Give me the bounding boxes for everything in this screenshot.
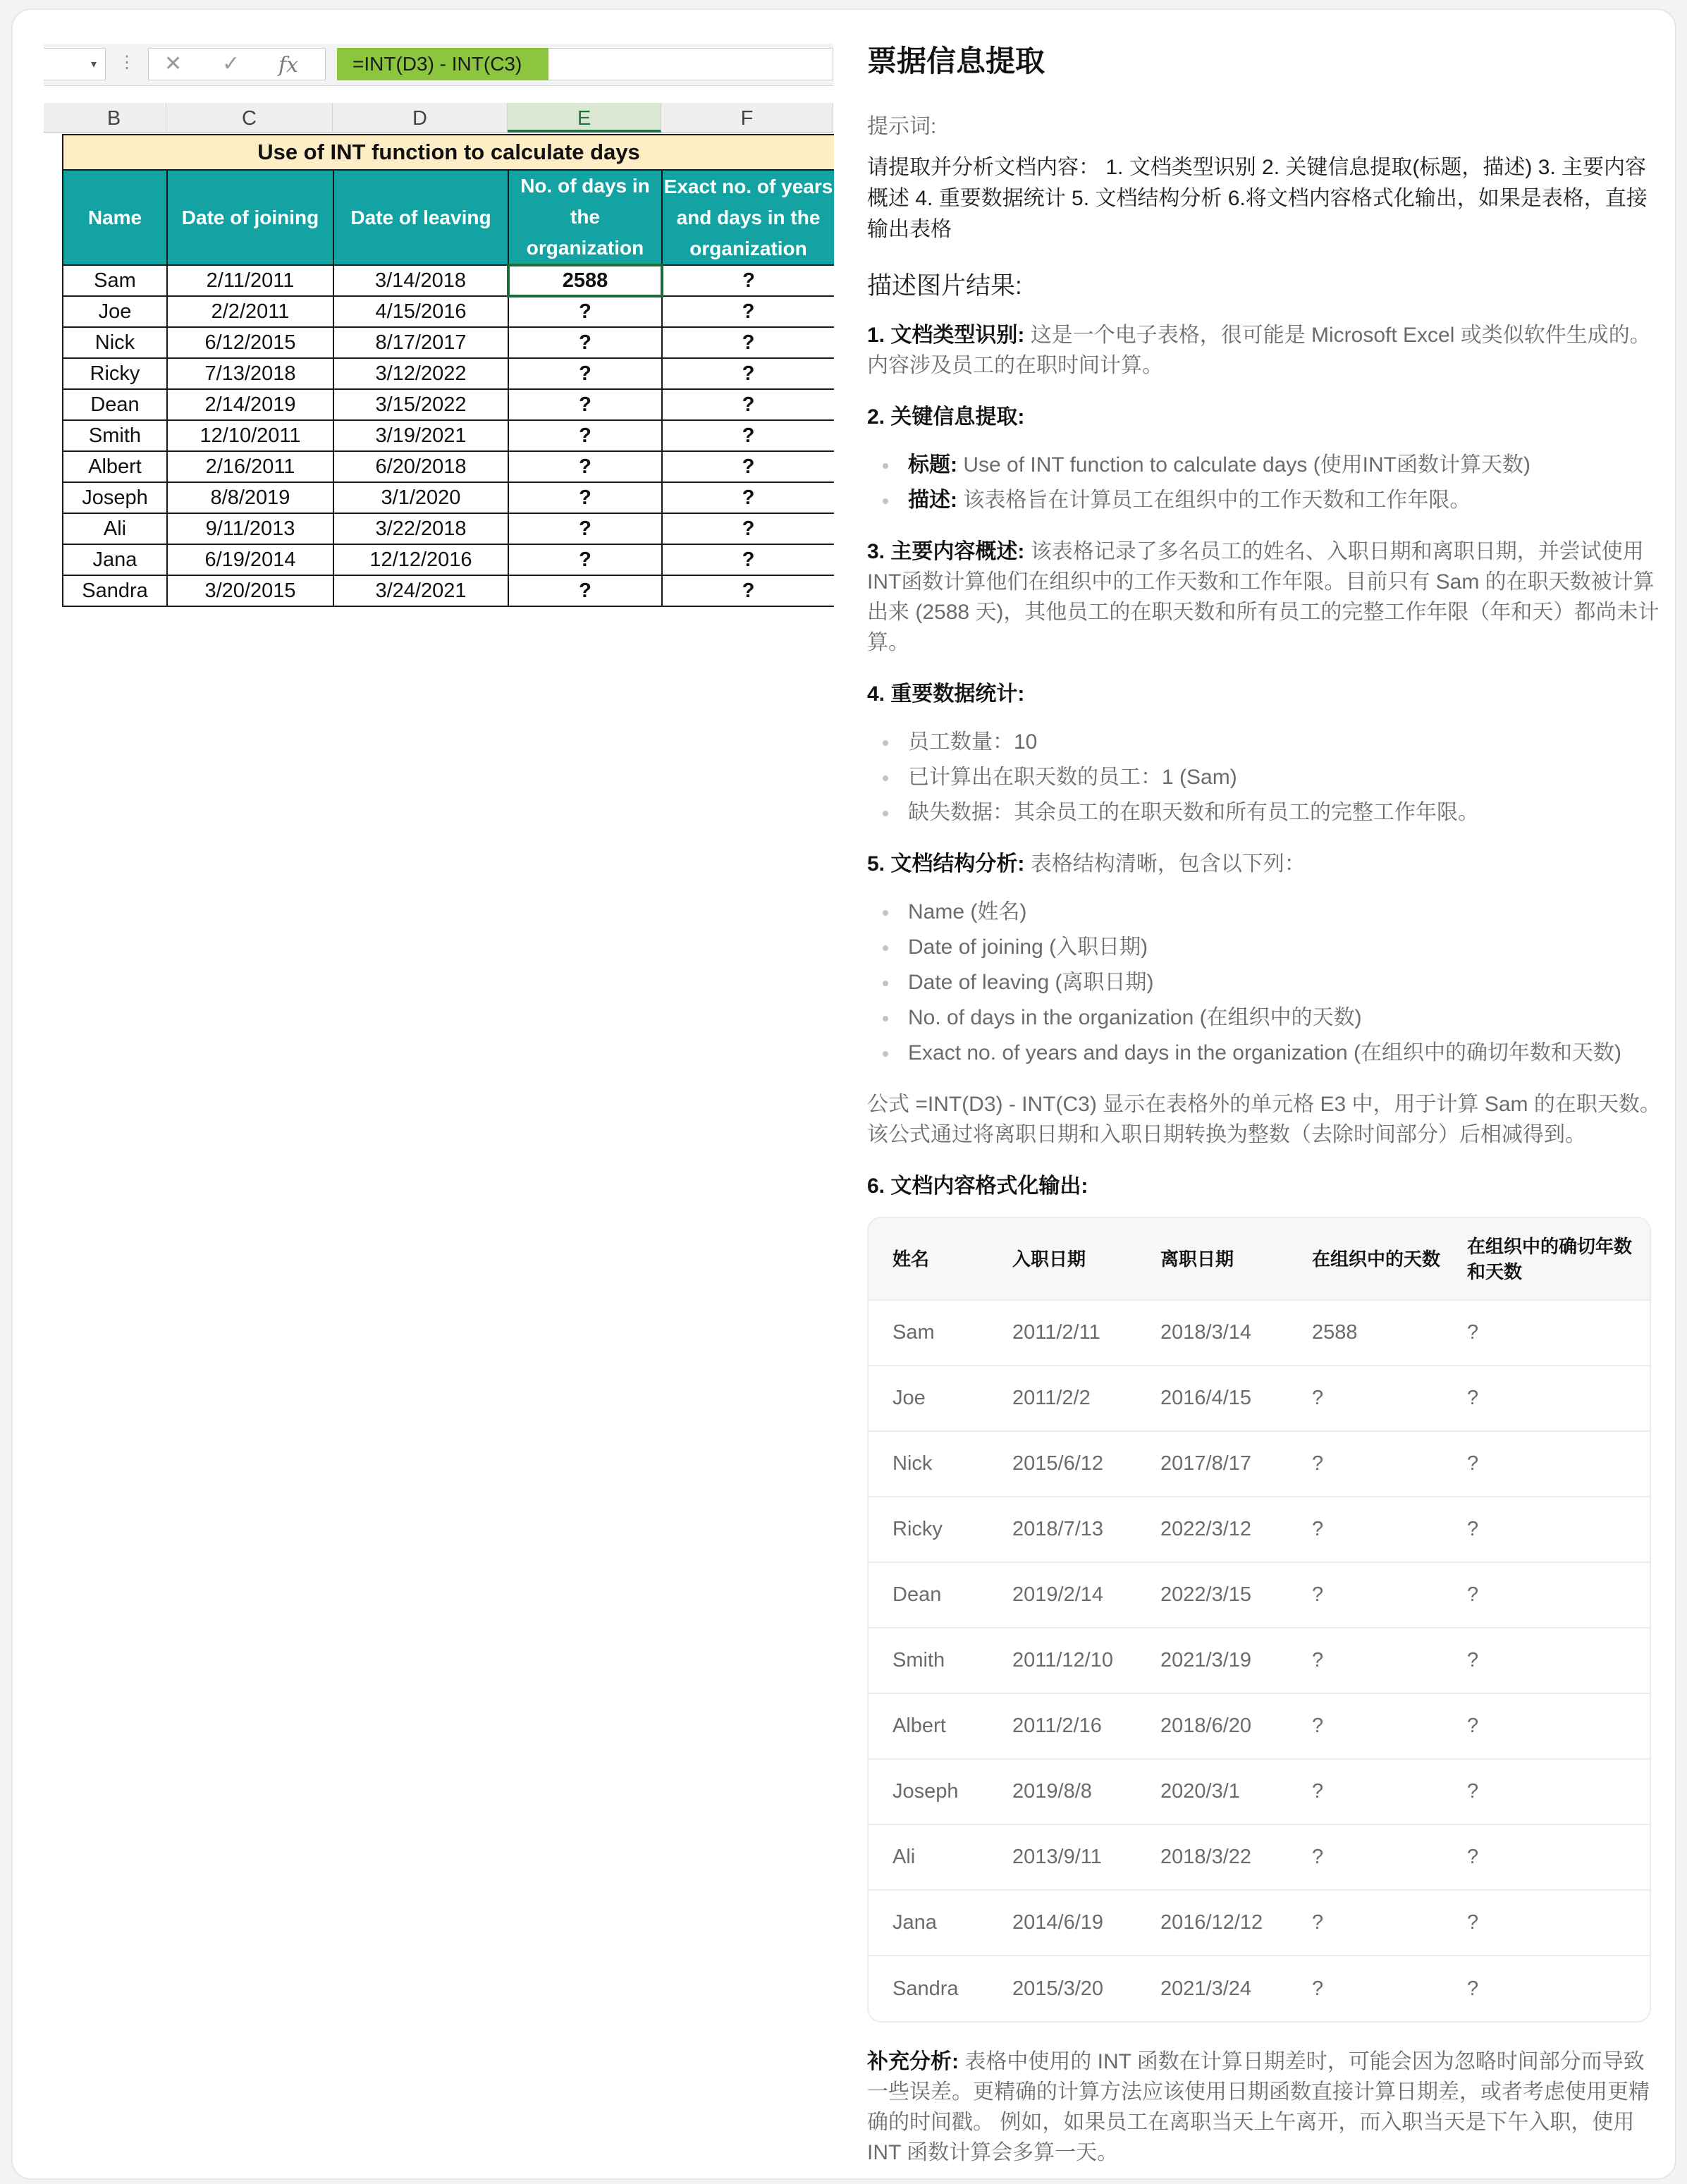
table-cell: ? (1443, 1956, 1650, 2021)
table-cell: 2018/6/20 (1136, 1693, 1288, 1759)
list-item: 描述: 该表格旨在计算员工在组织中的工作天数和工作年限。 (867, 483, 1664, 518)
formula-input[interactable]: =INT(D3) - INT(C3) (337, 48, 548, 80)
table-row (869, 1628, 1650, 1693)
sheet-cell[interactable]: ? (662, 358, 834, 389)
section-stats-title: 4. 重要数据统计: (867, 682, 1025, 706)
sheet-cell[interactable]: 3/20/2015 (167, 575, 333, 606)
sheet-header-cell[interactable]: Exact no. of years and days in the organization (662, 170, 834, 265)
output-header-cell: 在组织中的确切年数和天数 (1443, 1218, 1650, 1300)
table-cell: 2015/6/12 (988, 1431, 1136, 1497)
sheet-cell[interactable]: 6/19/2014 (167, 544, 333, 575)
output-header-cell: 在组织中的天数 (1288, 1218, 1443, 1300)
table-cell: ? (1288, 1759, 1443, 1824)
table-cell: 2020/3/1 (1136, 1759, 1288, 1824)
table-cell: 2018/7/13 (988, 1497, 1136, 1562)
table-cell: ? (1443, 1824, 1650, 1890)
table-cell: Albert (869, 1693, 988, 1759)
sheet-row (63, 327, 834, 358)
sheet-cell[interactable]: ? (662, 265, 834, 296)
confirm-icon[interactable]: ✓ (222, 52, 240, 75)
table-cell: ? (1288, 1956, 1443, 2021)
sheet-cell[interactable]: Ali (63, 513, 167, 544)
output-header-cell: 入职日期 (988, 1218, 1136, 1300)
table-cell: ? (1443, 1497, 1650, 1562)
chevron-down-icon[interactable]: ▾ (90, 59, 97, 70)
column-header-c[interactable]: C (166, 103, 333, 133)
sheet-cell[interactable]: Dean (63, 389, 167, 420)
sheet-cell[interactable]: Sandra (63, 575, 167, 606)
table-cell: ? (1288, 1824, 1443, 1890)
table-row (869, 1759, 1650, 1824)
table-cell: ? (1443, 1759, 1650, 1824)
result-card (11, 8, 1676, 2180)
table-cell: Joe (869, 1366, 988, 1431)
sheet-cell[interactable]: 7/13/2018 (167, 358, 333, 389)
table-cell: ? (1443, 1628, 1650, 1693)
sheet-header-cell[interactable]: Date of joining (167, 170, 333, 265)
table-cell: 2018/3/22 (1136, 1824, 1288, 1890)
sheet-cell[interactable]: 8/17/2017 (333, 327, 508, 358)
sheet-cell[interactable]: 9/11/2013 (167, 513, 333, 544)
sheet-cell[interactable]: ? (662, 544, 834, 575)
name-box[interactable] (44, 48, 106, 80)
sheet-cell[interactable]: 3/22/2018 (333, 513, 508, 544)
table-row (869, 1890, 1650, 1956)
list-item: Date of leaving (离职日期) (867, 965, 1664, 1000)
table-cell: ? (1288, 1628, 1443, 1693)
sheet-row (63, 358, 834, 389)
sheet-cell[interactable]: ? (662, 389, 834, 420)
sheet-cell[interactable]: ? (508, 544, 662, 575)
table-cell: Sandra (869, 1956, 988, 2021)
sheet-row (63, 451, 834, 482)
section-key-info-title: 2. 关键信息提取: (867, 405, 1025, 429)
sheet-cell[interactable]: Smith (63, 420, 167, 451)
sheet-row (63, 265, 834, 296)
table-row (869, 1497, 1650, 1562)
table-cell: ? (1288, 1693, 1443, 1759)
sheet-cell[interactable]: Ricky (63, 358, 167, 389)
table-cell: 2021/3/24 (1136, 1956, 1288, 2021)
structure-list (867, 895, 1664, 1071)
sheet-cell[interactable]: 12/12/2016 (333, 544, 508, 575)
table-cell: ? (1288, 1366, 1443, 1431)
table-cell: 2014/6/19 (988, 1890, 1136, 1956)
table-cell: 2015/3/20 (988, 1956, 1136, 2021)
sheet-cell[interactable]: ? (508, 389, 662, 420)
sheet-cell[interactable]: ? (662, 575, 834, 606)
prompt-label: 提示词: (867, 115, 937, 138)
sheet-row (63, 513, 834, 544)
table-cell: ? (1443, 1693, 1650, 1759)
table-cell: ? (1443, 1300, 1650, 1366)
column-header-b[interactable]: B (62, 103, 166, 133)
sheet-cell[interactable]: Joseph (63, 482, 167, 513)
supplementary-analysis: 补充分析: 表格中使用的 INT 函数在计算日期差时，可能会因为忽略时间部分而导致一些误差。更精确的计算方法应该使用日期函数直接计算日期差，或者考虑使用更精确的时间戳。 例如，如果员工在离职当天上午离开，而入职当天是下午入职，使用 INT 函数计算会多算一天。 (867, 2050, 1650, 2164)
table-cell: 2011/2/11 (988, 1300, 1136, 1366)
sheet-cell[interactable]: Joe (63, 296, 167, 327)
sheet-cell[interactable]: 2/16/2011 (167, 451, 333, 482)
sheet-cell[interactable]: 6/20/2018 (333, 451, 508, 482)
sheet-cell[interactable]: 2588 (508, 265, 662, 296)
formula-note: 公式 =INT(D3) - INT(C3) 显示在表格外的单元格 E3 中，用于计算 Sam 的在职天数。 该公式通过将离职日期和入职日期转换为整数（去除时间部分）后相减得到。 (867, 1093, 1661, 1146)
table-row (869, 1366, 1650, 1431)
sheet-cell[interactable]: ? (508, 575, 662, 606)
function-icon[interactable]: fx (278, 53, 299, 78)
sheet-cell[interactable]: ? (508, 420, 662, 451)
table-cell: ? (1443, 1431, 1650, 1497)
sheet-row (63, 420, 834, 451)
sheet-title: Use of INT function to calculate days (63, 135, 834, 170)
column-headers (44, 103, 833, 133)
prompt-text: 请提取并分析文档内容： 1. 文档类型识别 2. 关键信息提取(标题，描述) 3. 主要内容概述 4. 重要数据统计 5. 文档结构分析 6.将文档内容格式化输出，如果是表格，直接输出表格 (867, 156, 1648, 241)
table-cell: ? (1443, 1890, 1650, 1956)
sheet-cell[interactable]: ? (662, 482, 834, 513)
list-item: 缺失数据：其余员工的在职天数和所有员工的完整工作年限。 (867, 795, 1664, 830)
sheet-cell[interactable]: 3/12/2022 (333, 358, 508, 389)
sheet-cell[interactable]: ? (508, 513, 662, 544)
section-doc-type: 1. 文档类型识别: 这是一个电子表格，很可能是 Microsoft Excel 或类似软件生成的。内容涉及员工的在职时间计算。 (867, 324, 1651, 377)
section-overview: 3. 主要内容概述: 该表格记录了多名员工的姓名、入职日期和离职日期，并尝试使用INT函数计算他们在组织中的工作天数和工作年限。目前只有 Sam 的在职天数被计算出来 (2588 天)，其他员工的在职天数和所有员工的完整工作年限（年和天）都尚未计算。 (867, 540, 1660, 654)
list-item: 员工数量：10 (867, 725, 1664, 760)
table-cell: 2011/2/16 (988, 1693, 1136, 1759)
list-item: 标题: Use of INT function to calculate days (使用INT函数计算天数) (867, 448, 1664, 483)
table-cell: Joseph (869, 1759, 988, 1824)
sheet-cell[interactable]: ? (662, 513, 834, 544)
sheet-row (63, 389, 834, 420)
table-cell: Sam (869, 1300, 988, 1366)
sheet-cell[interactable]: ? (508, 482, 662, 513)
column-header-e[interactable]: E (508, 103, 661, 133)
list-item: Exact no. of years and days in the organization (在组织中的确切年数和天数) (867, 1036, 1664, 1071)
table-cell: ? (1288, 1497, 1443, 1562)
list-item: 已计算出在职天数的员工：1 (Sam) (867, 760, 1664, 795)
spreadsheet-image (44, 34, 833, 619)
sheet-cell[interactable]: 3/24/2021 (333, 575, 508, 606)
sheet-cell[interactable]: ? (508, 358, 662, 389)
list-item: Date of joining (入职日期) (867, 930, 1664, 965)
sheet-cell[interactable]: 3/15/2022 (333, 389, 508, 420)
output-table (867, 1217, 1651, 2023)
table-cell: 2013/9/11 (988, 1824, 1136, 1890)
table-cell: 2022/3/12 (1136, 1497, 1288, 1562)
more-options-icon[interactable]: ⋮ (118, 53, 134, 72)
section-output-title: 6. 文档内容格式化输出: (867, 1174, 1088, 1198)
sheet-cell[interactable]: 8/8/2019 (167, 482, 333, 513)
section-structure: 5. 文档结构分析: 表格结构清晰，包含以下列： (867, 852, 1306, 876)
table-cell: ? (1443, 1562, 1650, 1628)
output-header-cell: 离职日期 (1136, 1218, 1288, 1300)
table-cell: 2022/3/15 (1136, 1562, 1288, 1628)
sheet-header-cell[interactable]: Date of leaving (333, 170, 508, 265)
sheet-cell[interactable]: ? (508, 451, 662, 482)
sheet-cell[interactable]: Nick (63, 327, 167, 358)
table-cell: Ricky (869, 1497, 988, 1562)
sheet-row (63, 482, 834, 513)
table-row (869, 1956, 1650, 2021)
table-row (869, 1824, 1650, 1890)
formula-controls (148, 48, 326, 80)
table-cell: 2016/4/15 (1136, 1366, 1288, 1431)
sheet-cell[interactable]: ? (508, 327, 662, 358)
table-cell: 2018/3/14 (1136, 1300, 1288, 1366)
column-header-d[interactable]: D (333, 103, 508, 133)
sheet-header-cell[interactable]: Name (63, 170, 167, 265)
formula-bar (44, 44, 833, 86)
output-header-cell: 姓名 (869, 1218, 988, 1300)
list-item: Name (姓名) (867, 895, 1664, 930)
stats-list (867, 725, 1664, 830)
table-cell: ? (1288, 1431, 1443, 1497)
table-cell: 2017/8/17 (1136, 1431, 1288, 1497)
sheet-cell[interactable]: 6/12/2015 (167, 327, 333, 358)
table-cell: ? (1288, 1562, 1443, 1628)
table-row (869, 1562, 1650, 1628)
table-cell: ? (1443, 1366, 1650, 1431)
table-row (869, 1300, 1650, 1366)
result-heading: 描述图片结果: (867, 272, 1022, 300)
sheet-cell[interactable]: Jana (63, 544, 167, 575)
sheet-cell[interactable]: ? (662, 420, 834, 451)
sheet-cell[interactable]: 3/1/2020 (333, 482, 508, 513)
analysis-panel (867, 38, 1664, 2168)
sheet-cell[interactable]: 2/2/2011 (167, 296, 333, 327)
table-cell: 2588 (1288, 1300, 1443, 1366)
table-cell: 2021/3/19 (1136, 1628, 1288, 1693)
table-row (869, 1431, 1650, 1497)
sheet-row (63, 544, 834, 575)
sheet-cell[interactable]: 2/11/2011 (167, 265, 333, 296)
key-info-list (867, 448, 1664, 518)
table-cell: 2011/12/10 (988, 1628, 1136, 1693)
table-cell: Dean (869, 1562, 988, 1628)
table-cell: 2016/12/12 (1136, 1890, 1288, 1956)
table-cell: 2019/8/8 (988, 1759, 1136, 1824)
spreadsheet-grid (62, 134, 834, 607)
sheet-cell[interactable]: 3/14/2018 (333, 265, 508, 296)
sheet-cell[interactable]: ? (508, 296, 662, 327)
list-item: No. of days in the organization (在组织中的天数) (867, 1000, 1664, 1036)
table-cell: 2019/2/14 (988, 1562, 1136, 1628)
sheet-row (63, 575, 834, 606)
cancel-icon[interactable]: ✕ (164, 52, 183, 75)
sheet-cell[interactable]: 2/14/2019 (167, 389, 333, 420)
page-title: 票据信息提取 (867, 44, 1045, 78)
column-header-f[interactable]: F (661, 103, 833, 133)
table-row (869, 1693, 1650, 1759)
sheet-row (63, 296, 834, 327)
sheet-cell[interactable]: ? (662, 451, 834, 482)
table-cell: Nick (869, 1431, 988, 1497)
sheet-cell[interactable]: ? (662, 296, 834, 327)
table-cell: Smith (869, 1628, 988, 1693)
sheet-cell[interactable]: 3/19/2021 (333, 420, 508, 451)
sheet-cell[interactable]: Albert (63, 451, 167, 482)
sheet-cell[interactable]: 12/10/2011 (167, 420, 333, 451)
table-cell: ? (1288, 1890, 1443, 1956)
table-cell: Ali (869, 1824, 988, 1890)
sheet-cell[interactable]: 4/15/2016 (333, 296, 508, 327)
table-cell: Jana (869, 1890, 988, 1956)
table-cell: 2011/2/2 (988, 1366, 1136, 1431)
sheet-cell[interactable]: ? (662, 327, 834, 358)
sheet-cell[interactable]: Sam (63, 265, 167, 296)
sheet-header-cell[interactable]: No. of days in the organization (508, 170, 662, 265)
